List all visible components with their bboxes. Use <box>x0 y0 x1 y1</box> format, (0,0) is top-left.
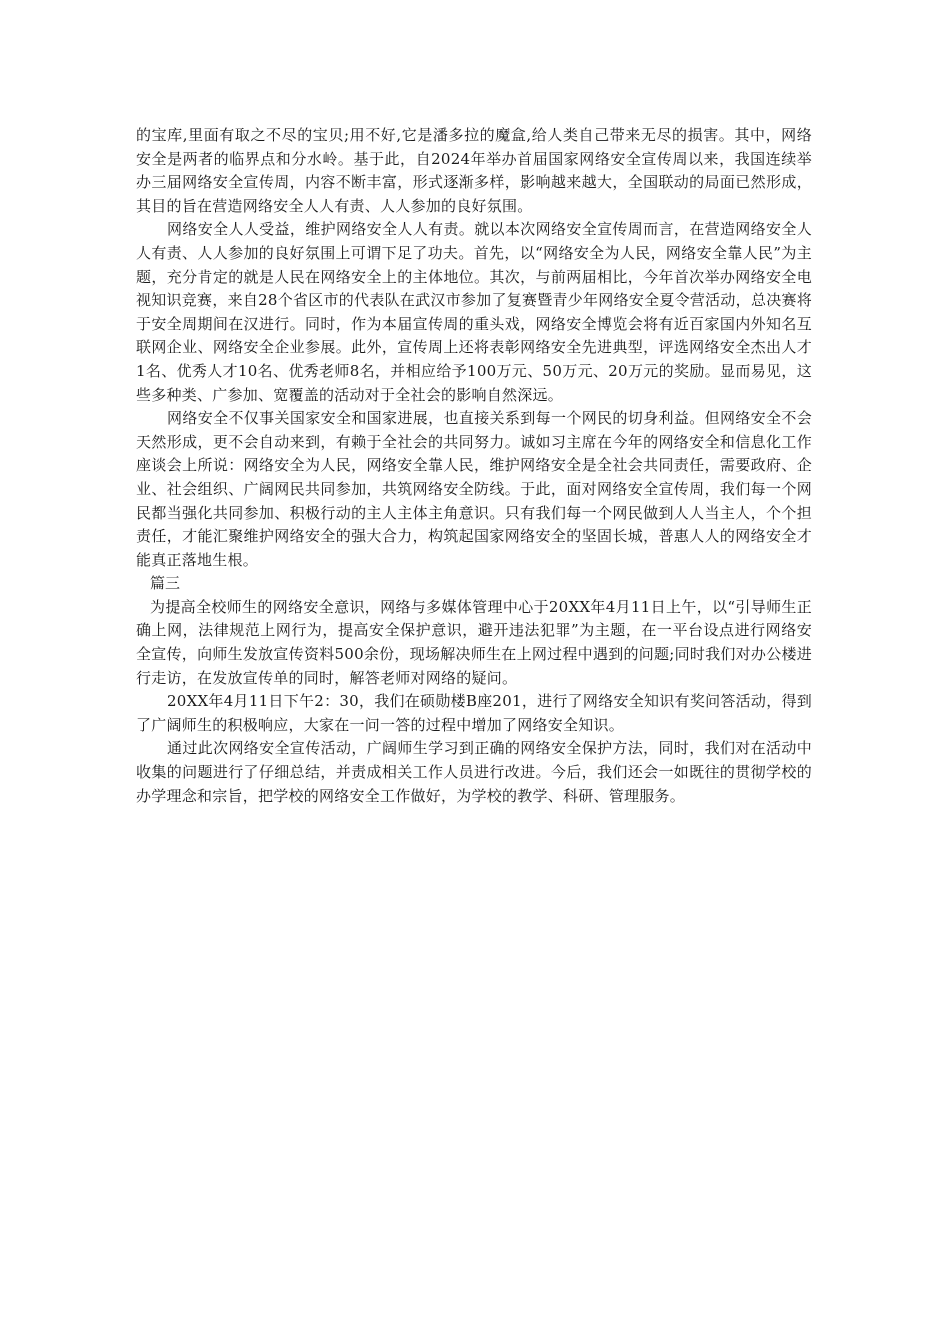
paragraph-network-security-society: 网络安全不仅事关国家安全和国家进展，也直接关系到每一个网民的切身利益。但网络安全不会天然形成，更不会自动来到，有赖于全社会的共同努力。诚如习主席在今年的网络安全和信息化工作座谈会上所说：网络安全为人民，网络安全靠人民，维护网络安全是全社会共同责任，需要政府、企业、社会组织、广阔网民共同参加，共筑网络安全防线。于此，面对网络安全宣传周，我们每一个网民都当强化共同参加、积极行动的主人主体主角意识。只有我们每一个网民做到人人当主人，个个担责任，才能汇聚维护网络安全的强大合力，构筑起国家网络安全的坚固长城，普惠人人的网络安全才能真正落地生根。 <box>136 409 812 569</box>
section-paragraph-awareness: 为提高全校师生的网络安全意识，网络与多媒体管理中心于20XX年4月11日上午，以“引导师生正确上网，法律规范上网行为，提高安全保护意识，避开违法犯罪”为主题，在一平台设点进行网络安全宣传，向师生发放宣传资料500余份，现场解决师生在上网过程中遇到的问题;同时我们对办公楼进行走访，在发放宣传单的同时，解答老师对网络的疑问。 <box>136 597 812 687</box>
paragraph-everyone-responsible: 网络安全人人受益，维护网络安全人人有责。就以本次网络安全宣传周而言，在营造网络安全人人有责、人人参加的良好氛围上可谓下足了功夫。首先，以“网络安全为人民，网络安全靠人民”为主题，充分肯定的就是人民在网络安全上的主体地位。其次，与前两届相比，今年首次举办网络安全电视知识竞赛，来自28个省区市的代表队在武汉市参加了复赛暨青少年网络安全夏令营活动，总决赛将于安全周期间在汉进行。同时，作为本届宣传周的重头戏，网络安全博览会将有近百家国内外知名互联网企业、网络安全企业参展。此外，宣传周上还将表彰网络安全先进典型，评选网络安全杰出人才1名、优秀人才10名、优秀老师8名，并相应给予100万元、50万元、20万元的奖励。显而易见，这些多种类、广参加、宽覆盖的活动对于全社会的影响自然深远。 <box>136 220 812 404</box>
section-paragraph-summary: 通过此次网络安全宣传活动，广阔师生学习到正确的网络安全保护方法，同时，我们对在活动中收集的问题进行了仔细总结，并责成相关工作人员进行改进。今后，我们还会一如既往的贯彻学校的办学理念和宗旨，把学校的网络安全工作做好，为学校的教学、科研、管理服务。 <box>136 739 812 805</box>
section-heading: 篇三 <box>150 574 181 593</box>
document-page <box>136 124 812 808</box>
paragraph-continued: 的宝库,里面有取之不尽的宝贝;用不好,它是潘多拉的魔盒,给人类自己带来无尽的损害。其中，网络安全是两者的临界点和分水岭。基于此，自2024年举办首届国家网络安全宣传周以来，我国连续举办三届网络安全宣传周，内容不断丰富，形式逐渐多样，影响越来越大，全国联动的局面已然形成，其目的旨在营造网络安全人人有责、人人参加的良好氛围。 <box>136 126 812 215</box>
section-paragraph-quiz: 20XX年4月11日下午2：30，我们在硕勋楼B座201，进行了网络安全知识有奖问答活动，得到了广阔师生的积极响应，大家在一问一答的过程中增加了网络安全知识。 <box>136 692 812 734</box>
